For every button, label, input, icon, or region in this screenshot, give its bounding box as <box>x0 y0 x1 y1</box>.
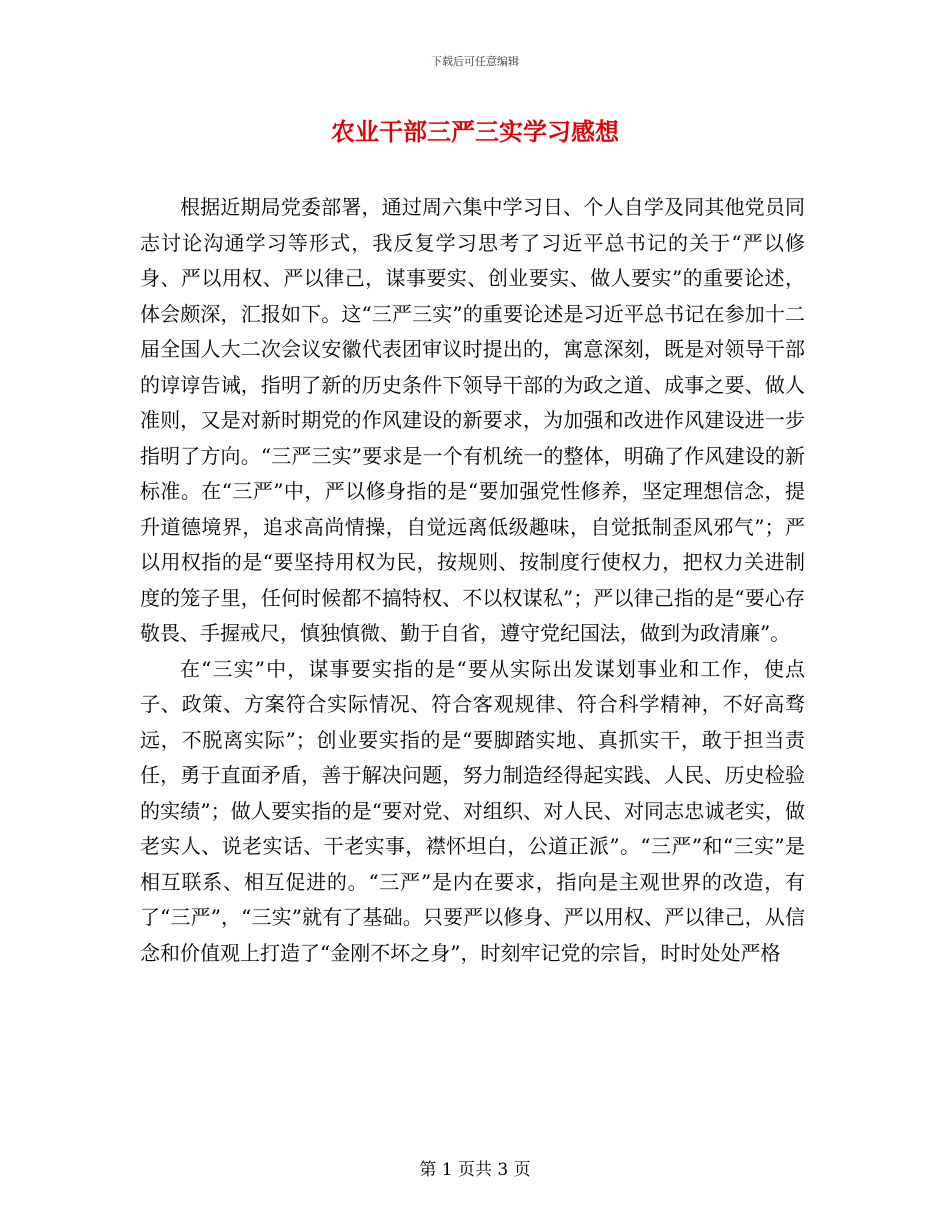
page-number: 第 1 页共 3 页 <box>419 1160 531 1180</box>
document-title: 农业干部三严三实学习感想 <box>331 117 619 146</box>
page-header-note: 下载后可任意编辑 <box>431 55 519 68</box>
document-body <box>140 190 805 971</box>
body-paragraph: 在“三实”中，谋事要实指的是“要从实际出发谋划事业和工作，使点子、政策、方案符合实际情况、符合客观规律、符合科学精神，不好高骛远，不脱离实际”；创业要实指的是“要脚踏实地、真抓实干，敢于担当责任，勇于直面矛盾，善于解决问题，努力制造经得起实践、人民、历史检验的实绩”；做人要实指的是“要对党、对组织、对人民、对同志忠诚老实，做老实人、说老实话、干老实事，襟怀坦白，公道正派”。“三严”和“三实”是相互联系、相互促进的。“三严”是内在要求，指向是主观世界的改造，有了“三严”，“三实”就有了基础。只要严以修身、严以用权、严以律己，从信念和价值观上打造了“金刚不坏之身”，时刻牢记党的宗旨，时时处处严格 <box>140 656 805 965</box>
body-paragraph: 根据近期局党委部署，通过周六集中学习日、个人自学及同其他党员同志讨论沟通学习等形式，我反复学习思考了习近平总书记的关于“严以修身、严以用权、严以律己，谋事要实、创业要实、做人要实”的重要论述，体会颇深，汇报如下。这“三严三实”的重要论述是习近平总书记在参加十二届全国人大二次会议安徽代表团审议时提出的，寓意深刻，既是对领导干部的谆谆告诫，指明了新的历史条件下领导干部的为政之道、成事之要、做人准则，又是对新时期党的作风建设的新要求，为加强和改进作风建设进一步指明了方向。“三严三实”要求是一个有机统一的整体，明确了作风建设的新标准。在“三严”中，严以修身指的是“要加强党性修养，坚定理想信念，提升道德境界，追求高尚情操，自觉远离低级趣味，自觉抵制歪风邪气”；严以用权指的是“要坚持用权为民，按规则、按制度行使权力，把权力关进制度的笼子里，任何时候都不搞特权、不以权谋私”；严以律己指的是“要心存敬畏、手握戒尺，慎独慎微、勤于自省，遵守党纪国法，做到为政清廉”。 <box>140 195 805 645</box>
